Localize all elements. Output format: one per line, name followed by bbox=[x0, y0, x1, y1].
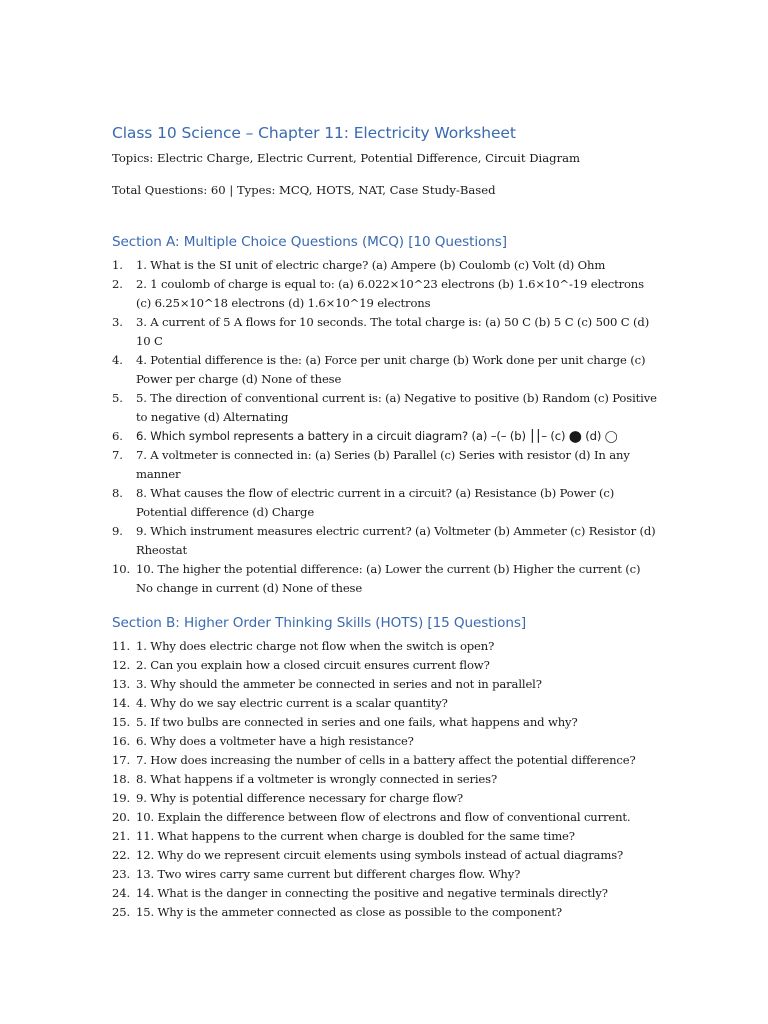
list-item bbox=[112, 313, 657, 351]
list-item bbox=[112, 256, 657, 275]
list-number: 12. bbox=[112, 658, 130, 672]
list-number: 22. bbox=[112, 848, 130, 862]
list-number: 4. bbox=[112, 353, 123, 367]
question-text: 11. What happens to the current when charge is doubled for the same time? bbox=[136, 829, 575, 843]
question-text: 15. Why is the ammeter connected as close as possible to the component? bbox=[136, 905, 562, 919]
list-number: 19. bbox=[112, 791, 130, 805]
section-a-list bbox=[112, 256, 657, 598]
document-title: Class 10 Science – Chapter 11: Electricity Worksheet bbox=[112, 124, 516, 142]
question-text: 4. Potential difference is the: (a) Force per unit charge (b) Work done per unit charge (c) Power per charge (d) None of these bbox=[136, 353, 646, 386]
question-text: 8. What happens if a voltmeter is wrongly connected in series? bbox=[136, 772, 498, 786]
question-text: 6. Which symbol represents a battery in a circuit diagram? (a) –(– (b) ⎮⎮– (c) ⬤ (d) ◯ bbox=[136, 429, 618, 443]
question-text: 4. Why do we say electric current is a scalar quantity? bbox=[136, 696, 448, 710]
list-item bbox=[112, 865, 657, 884]
list-item bbox=[112, 732, 657, 751]
question-text: 1. What is the SI unit of electric charge? (a) Ampere (b) Coulomb (c) Volt (d) Ohm bbox=[136, 258, 606, 272]
list-item bbox=[112, 389, 657, 427]
question-text: 10. Explain the difference between flow of electrons and flow of conventional current. bbox=[136, 810, 631, 824]
question-text: 8. What causes the flow of electric current in a circuit? (a) Resistance (b) Power (c) Potential difference (d) Charge bbox=[136, 486, 615, 519]
question-text: 9. Why is potential difference necessary for charge flow? bbox=[136, 791, 463, 805]
list-item bbox=[112, 827, 657, 846]
question-text: 5. The direction of conventional current is: (a) Negative to positive (b) Random (c) Positive to negative (d) Alternating bbox=[136, 391, 657, 424]
list-item bbox=[112, 751, 657, 770]
list-number: 23. bbox=[112, 867, 130, 881]
list-item bbox=[112, 694, 657, 713]
list-number: 9. bbox=[112, 524, 123, 538]
list-number: 20. bbox=[112, 810, 130, 824]
list-item bbox=[112, 903, 657, 922]
list-item bbox=[112, 789, 657, 808]
question-text: 2. 1 coulomb of charge is equal to: (a) 6.022×10^23 electrons (b) 1.6×10^-19 electrons (c) 6.25×10^18 electrons (d) 1.6×10^19 electrons bbox=[136, 277, 644, 310]
list-number: 1. bbox=[112, 258, 123, 272]
list-number: 3. bbox=[112, 315, 123, 329]
list-number: 8. bbox=[112, 486, 123, 500]
list-number: 24. bbox=[112, 886, 130, 900]
question-text: 13. Two wires carry same current but different charges flow. Why? bbox=[136, 867, 521, 881]
total-questions-line: Total Questions: 60 | Types: MCQ, HOTS, NAT, Case Study-Based bbox=[112, 183, 496, 197]
question-text: 1. Why does electric charge not flow when the switch is open? bbox=[136, 639, 495, 653]
list-item bbox=[112, 884, 657, 903]
list-number: 17. bbox=[112, 753, 130, 767]
list-item bbox=[112, 560, 657, 598]
list-item bbox=[112, 522, 657, 560]
list-number: 6. bbox=[112, 429, 123, 443]
list-number: 18. bbox=[112, 772, 130, 786]
question-text: 3. A current of 5 A flows for 10 seconds. The total charge is: (a) 50 C (b) 5 C (c) 500 C (d) 10 C bbox=[136, 315, 650, 348]
question-text: 7. How does increasing the number of cells in a battery affect the potential difference? bbox=[136, 753, 636, 767]
list-number: 15. bbox=[112, 715, 130, 729]
list-number: 2. bbox=[112, 277, 123, 291]
list-number: 7. bbox=[112, 448, 123, 462]
list-item bbox=[112, 351, 657, 389]
section-a-heading: Section A: Multiple Choice Questions (MCQ) [10 Questions] bbox=[112, 234, 507, 250]
question-text: 7. A voltmeter is connected in: (a) Series (b) Parallel (c) Series with resistor (d) In any manner bbox=[136, 448, 630, 481]
list-number: 14. bbox=[112, 696, 130, 710]
question-text: 10. The higher the potential difference: (a) Lower the current (b) Higher the current (c) No change in current (d) None of these bbox=[136, 562, 641, 595]
list-item bbox=[112, 846, 657, 865]
topics-line: Topics: Electric Charge, Electric Current, Potential Difference, Circuit Diagram bbox=[112, 151, 581, 165]
question-text: 12. Why do we represent circuit elements using symbols instead of actual diagrams? bbox=[136, 848, 624, 862]
question-text: 14. What is the danger in connecting the positive and negative terminals directly? bbox=[136, 886, 608, 900]
list-number: 16. bbox=[112, 734, 130, 748]
list-number: 5. bbox=[112, 391, 123, 405]
list-item bbox=[112, 484, 657, 522]
question-text: 6. Why does a voltmeter have a high resistance? bbox=[136, 734, 414, 748]
list-item bbox=[112, 446, 657, 484]
section-b-list bbox=[112, 637, 657, 922]
list-item bbox=[112, 656, 657, 675]
list-number: 21. bbox=[112, 829, 130, 843]
list-item bbox=[112, 713, 657, 732]
question-text: 2. Can you explain how a closed circuit ensures current flow? bbox=[136, 658, 490, 672]
list-item bbox=[112, 675, 657, 694]
list-item bbox=[112, 275, 657, 313]
list-number: 11. bbox=[112, 639, 130, 653]
question-text: 3. Why should the ammeter be connected in series and not in parallel? bbox=[136, 677, 542, 691]
list-item bbox=[112, 808, 657, 827]
section-b-heading: Section B: Higher Order Thinking Skills (HOTS) [15 Questions] bbox=[112, 615, 527, 631]
list-item bbox=[112, 427, 657, 446]
list-item bbox=[112, 637, 657, 656]
list-number: 10. bbox=[112, 562, 130, 576]
list-item bbox=[112, 770, 657, 789]
question-text: 9. Which instrument measures electric current? (a) Voltmeter (b) Ammeter (c) Resistor (d) Rheostat bbox=[136, 524, 656, 557]
list-number: 25. bbox=[112, 905, 130, 919]
question-text: 5. If two bulbs are connected in series and one fails, what happens and why? bbox=[136, 715, 578, 729]
list-number: 13. bbox=[112, 677, 130, 691]
